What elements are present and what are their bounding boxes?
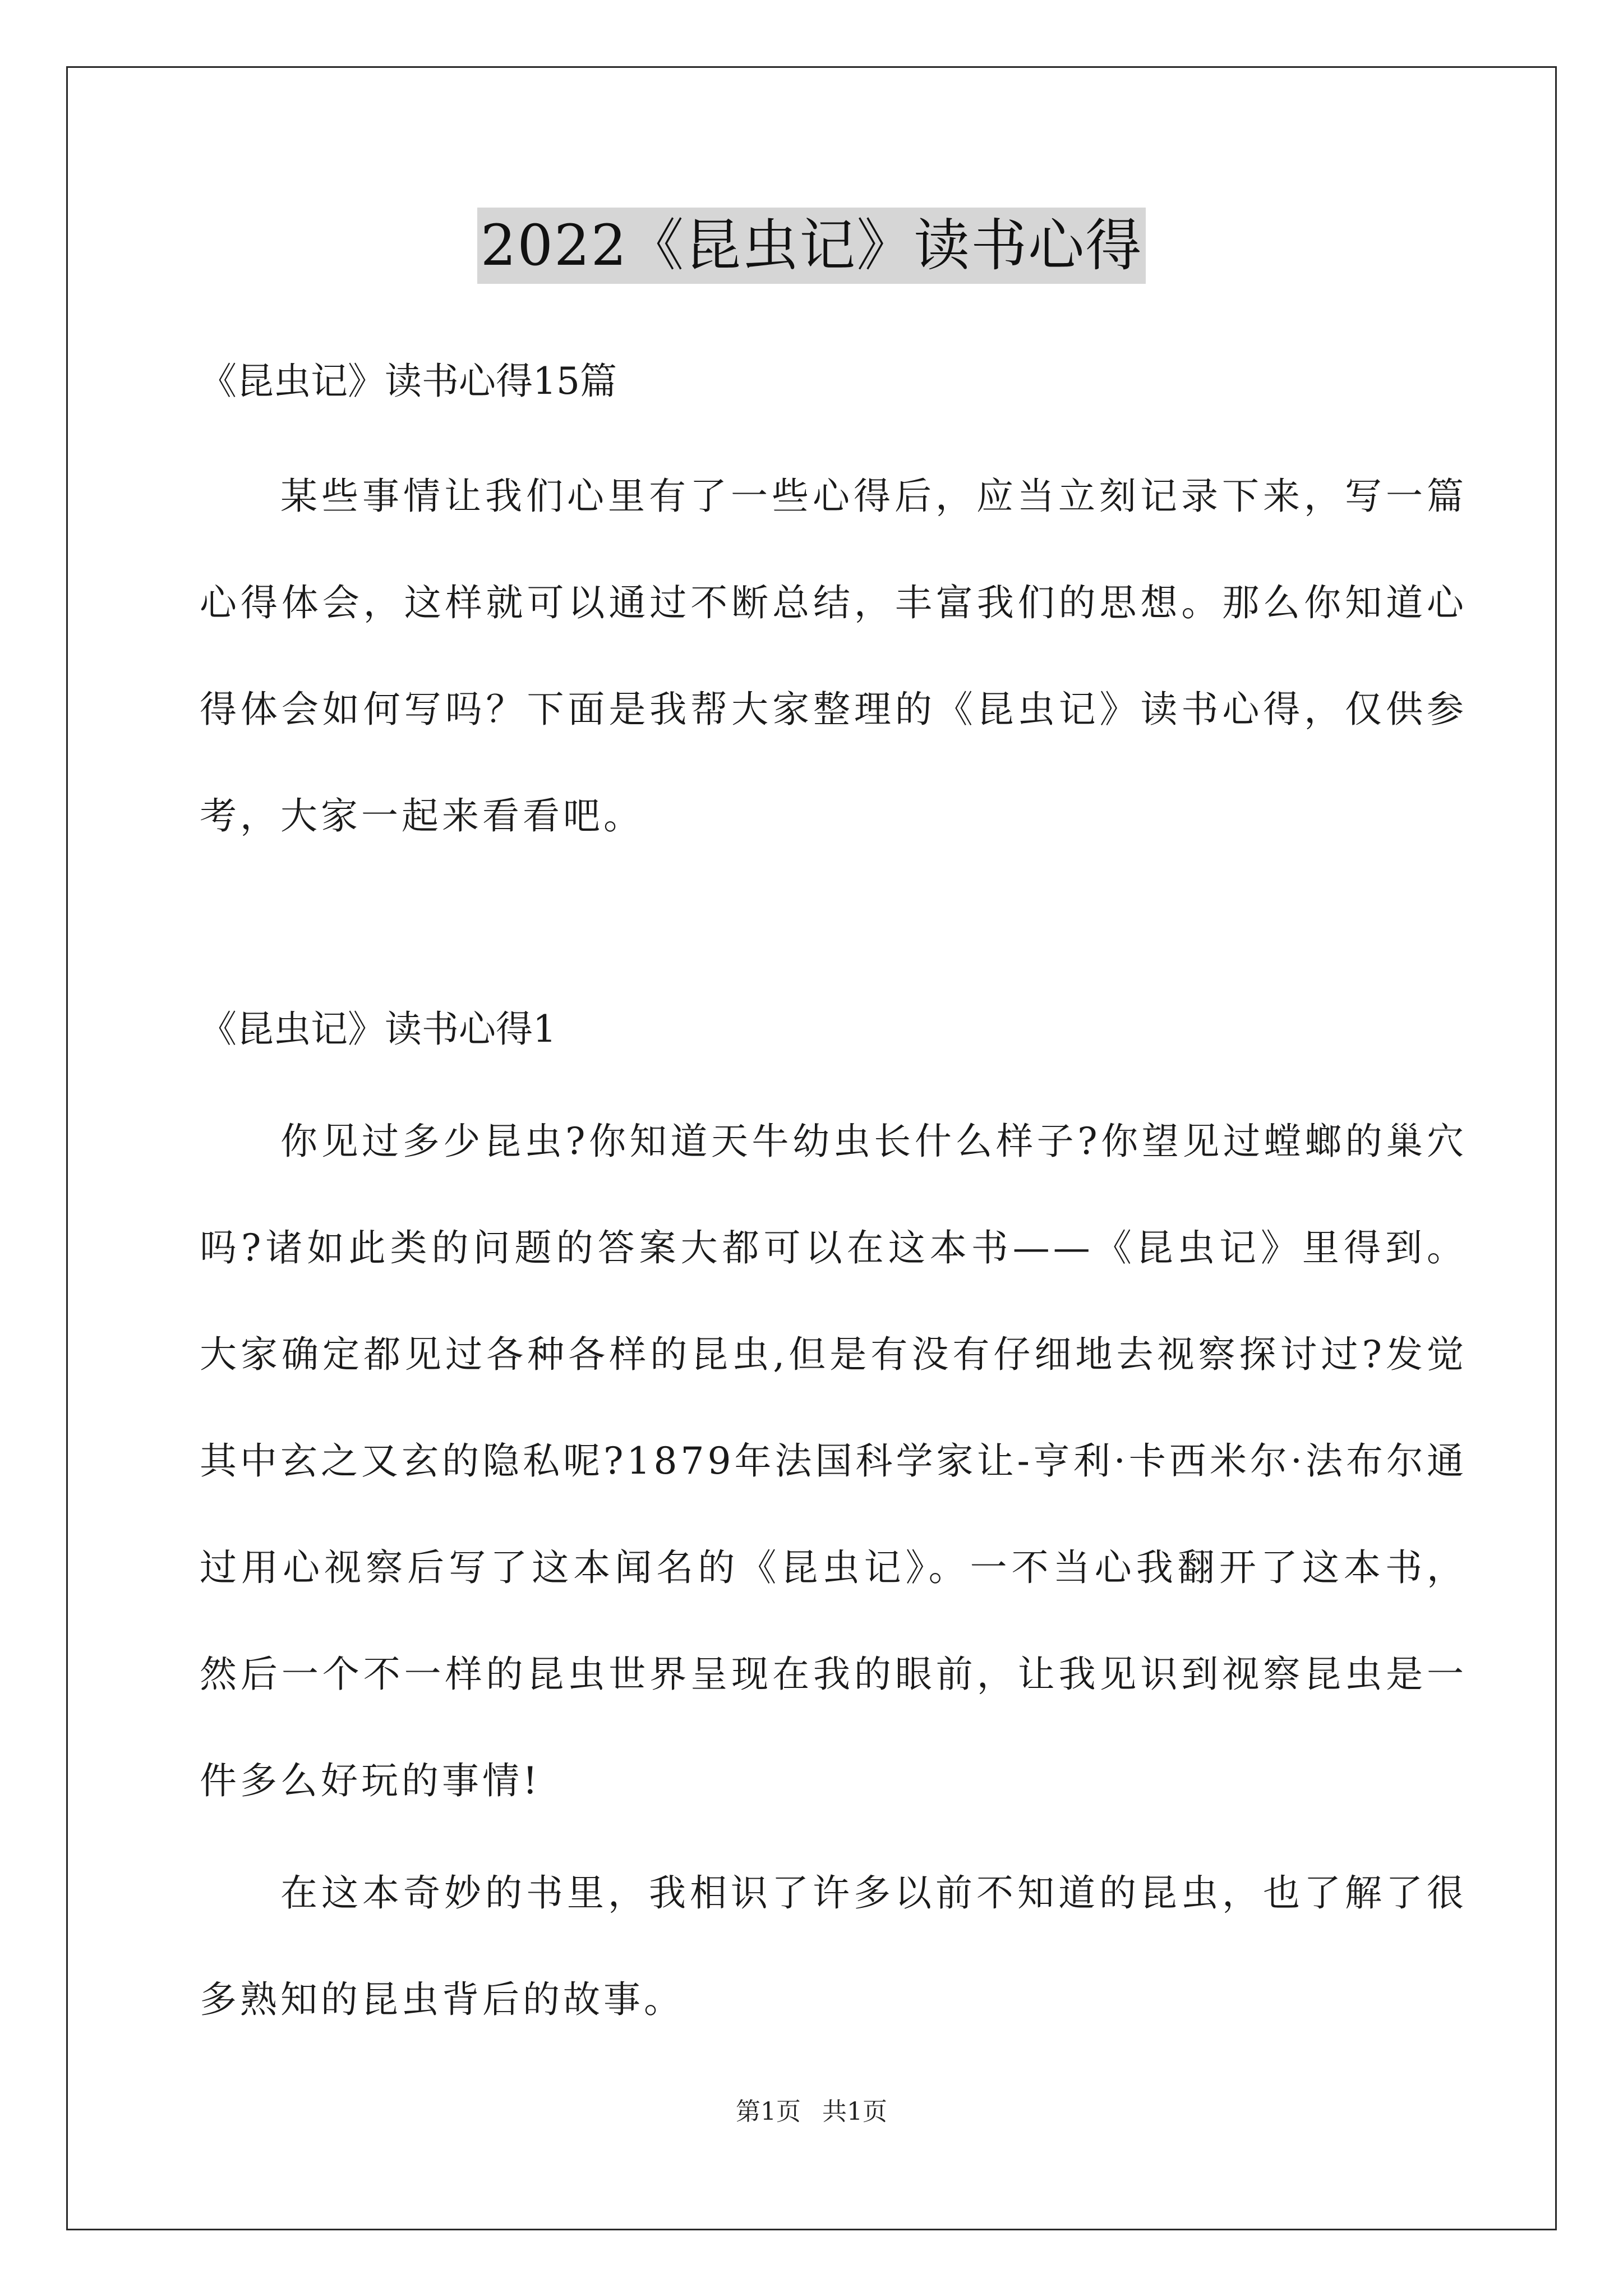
section-paragraph: 你见过多少昆虫?你知道天牛幼虫长什么样子?你望见过螳螂的巢穴吗?诸如此类的问题的答案大都可以在这本书——《昆虫记》里得到。大家确定都见过各种各样的昆虫,但是有没有仔细地去视察探讨过?发觉其中玄之又玄的隐私呢?1879年法国科学家让-亨利·卡西米尔·法布尔通过用心视察后写了这本闻名的《昆虫记》。一不当心我翻开了这本书，然后一个不一样的昆虫世界呈现在我的眼前，让我见识到视察昆虫是一件多么好玩的事情! (200, 1120, 1467, 1802)
section-paragraph: 在这本奇妙的书里，我相识了许多以前不知道的昆虫，也了解了很多熟知的昆虫背后的故事。 (200, 1871, 1467, 2021)
page-number-total: 共1页 (822, 2097, 887, 2126)
page-footer (0, 2095, 1623, 2129)
title-area (0, 208, 1623, 284)
document-subtitle: 《昆虫记》读书心得15篇 (200, 360, 617, 403)
page-number-current: 第1页 (736, 2097, 801, 2126)
intro-paragraph: 某些事情让我们心里有了一些心得后，应当立刻记录下来，写一篇心得体会，这样就可以通过不断总结，丰富我们的思想。那么你知道心得体会如何写吗？下面是我帮大家整理的《昆虫记》读书心得，仅供参考，大家一起来看看吧。 (200, 475, 1467, 838)
section-heading: 《昆虫记》读书心得1 (200, 1007, 556, 1051)
document-title: 2022《昆虫记》读书心得 (477, 208, 1146, 284)
